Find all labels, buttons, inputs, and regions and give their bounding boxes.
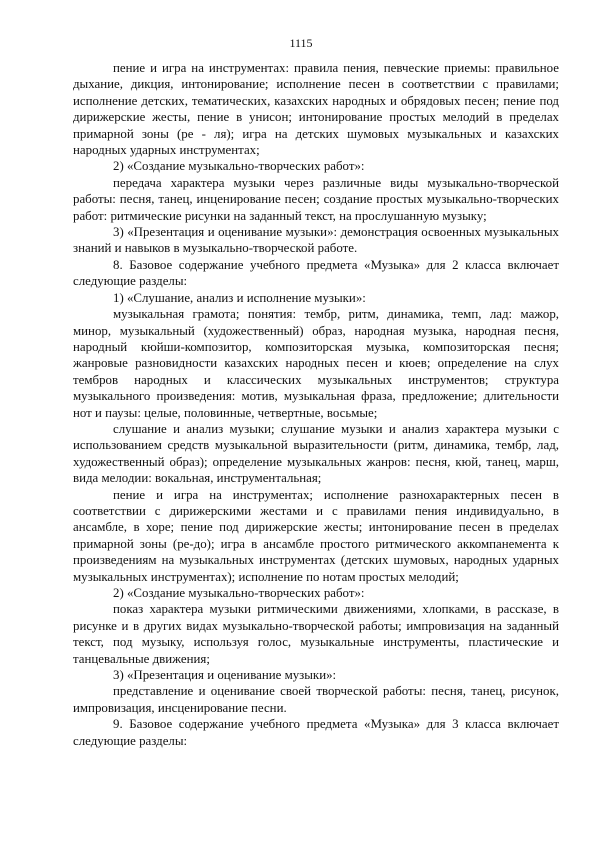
paragraph: слушание и анализ музыки; слушание музыки и анализ характера музыки с использованием средств музыкальной выразительности (ритм, динамика, тембр, лад, художественный образ); определение музыкальных жанров: песня, кюй, танец, марш, вида мелодии: вокальная, инструментальная; bbox=[73, 421, 559, 486]
paragraph: пение и игра на инструментах; исполнение разнохарактерных песен в соответствии с дирижерскими жестами и с правилами пения индивидуально, в ансамбле, в хоре; пение под дирижерские жесты; интонирование песен в пределах примарной зоны (ре-до); игра в ансамбле простого ритмического аккомпанемента к произведениям на музыкальных инструментах (детских шумовых, народных ударных музыкальных инструментах); исполнение по нотам простых мелодий; bbox=[73, 487, 559, 584]
paragraph: пение и игра на инструментах: правила пения, певческие приемы: правильное дыхание, дикция, интонирование; исполнение песен в соответствии с правилами; исполнение детских, тематических, казахских народных и обрядовых песен; пение под дирижерские жесты, пение в унисон; интонирование простых мелодий в пределах примарной зоны (ре - ля); игра на детских шумовых музыкальных и казахских народных ударных инструментах; bbox=[73, 61, 559, 158]
paragraph: 9. Базовое содержание учебного предмета «Музыка» для 3 класса включает следующие разделы: bbox=[73, 717, 559, 748]
paragraph: 3) «Презентация и оценивание музыки»: демонстрация освоенных музыкальных знаний и навыков в музыкально-творческой работе. bbox=[73, 225, 559, 256]
section-heading: 2) «Создание музыкально-творческих работ»: bbox=[113, 586, 365, 600]
section-heading: 1) «Слушание, анализ и исполнение музыки»: bbox=[113, 290, 366, 305]
section-heading: 3) «Презентация и оценивание музыки»: bbox=[113, 668, 337, 683]
paragraph: передача характера музыки через различные виды музыкально-творческой работы: песня, танец, инценирование песен; создание простых музыкально-творческих работ: ритмические рисунки на заданный текст, на прослушанную музыку; bbox=[73, 175, 559, 223]
section-heading: 2) «Создание музыкально-творческих работ»: bbox=[113, 159, 365, 174]
paragraph: 8. Базовое содержание учебного предмета «Музыка» для 2 класса включает следующие разделы: bbox=[73, 257, 559, 289]
page-number: 1115 bbox=[289, 36, 313, 50]
paragraph: показ характера музыки ритмическими движениями, хлопками, в рассказе, в рисунке и в других видах музыкально-творческой работы; импровизация на заданный текст, под музыку, используя голос, музыкальные инструменты, пластические и танцевальные движения; bbox=[73, 602, 559, 666]
document-body bbox=[73, 60, 559, 749]
paragraph: представление и оценивание своей творческой работы: песня, танец, рисунок, импровизация, инсценирование песни. bbox=[73, 684, 559, 715]
paragraph: музыкальная грамота; понятия: тембр, ритм, динамика, темп, лад: мажор, минор, музыкальный (художественный) образ, народная музыка, народная песня, народный кюйши-композитор, композиторская музыка, композиторская песня; жанровые разновидности казахских народных песен и кюев; определение на слух тембров народных и классических музыкальных инструментов; структура музыкального произведения: мотив, музыкальная фраза, предложение; длительности нот и паузы: целые, половинные, четвертные, восьмые; bbox=[73, 307, 559, 420]
